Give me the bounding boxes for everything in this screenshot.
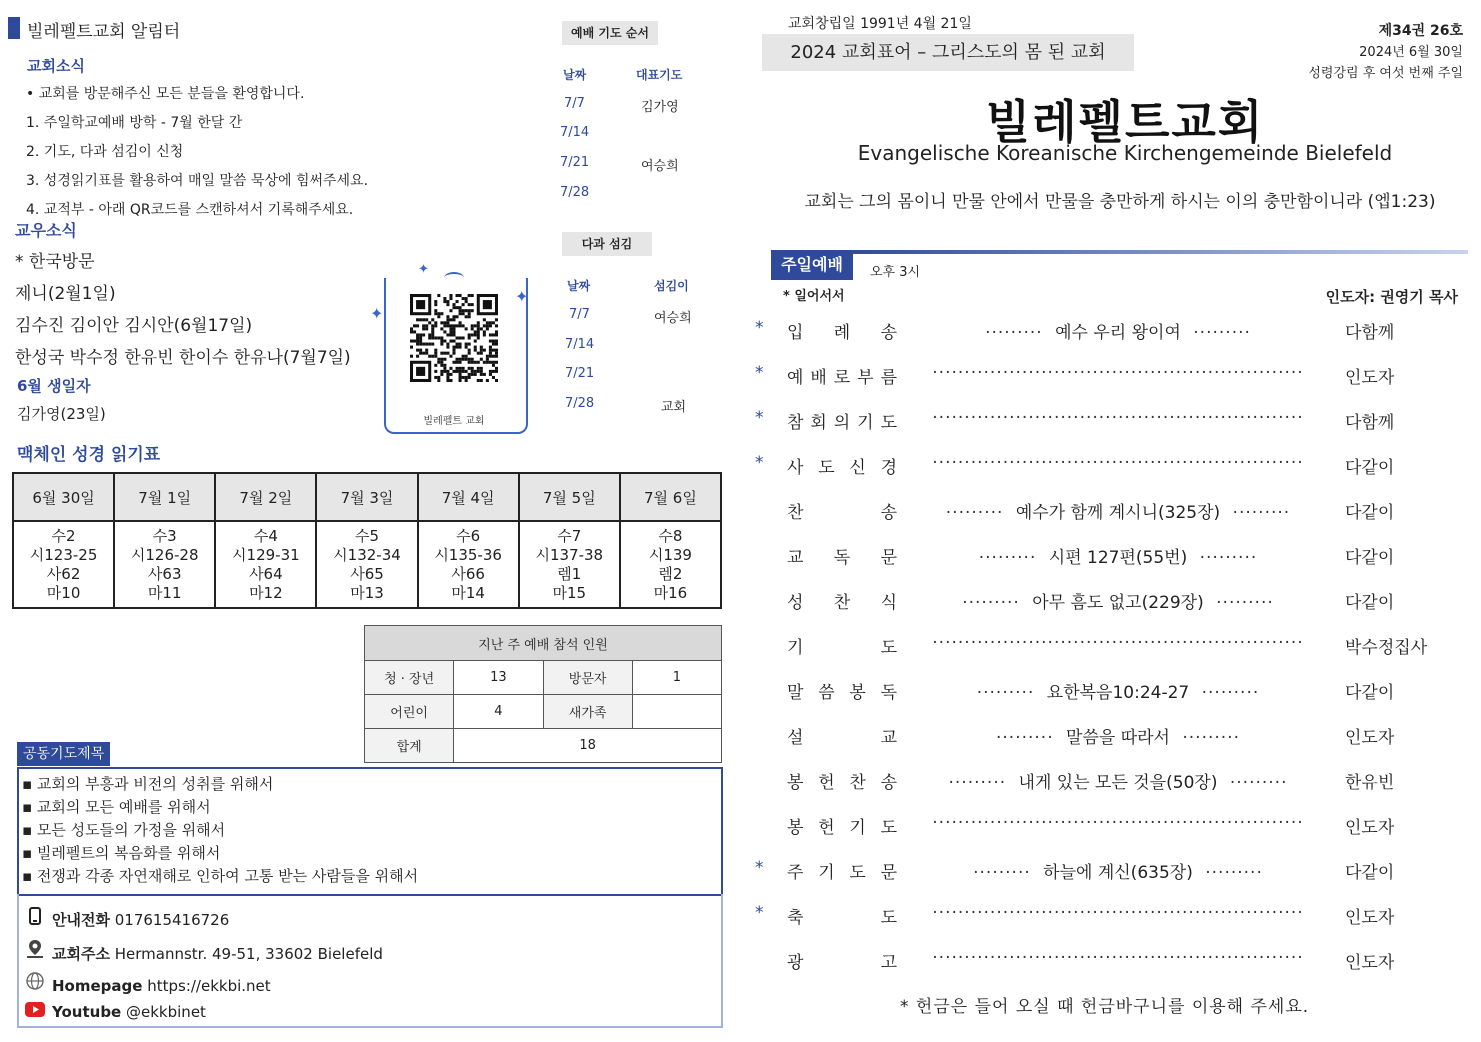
volume-number: 제34권 26호 (1378, 23, 1463, 39)
newfamily-label: 새가족 (543, 695, 632, 729)
total-label: 합계 (365, 729, 454, 763)
members-heading: 교우소식 (15, 221, 77, 240)
order-row (755, 408, 1455, 438)
order-item-detail: 하늘에 계신(635장) (1037, 863, 1199, 883)
church-name: 빌레펠트교회 (985, 95, 1265, 149)
service-time: 오후 3시 (870, 265, 921, 280)
sparkle-icon: ✦ (418, 262, 429, 277)
bible-plan-date: 7월 4일 (418, 473, 519, 521)
order-item-char: 송 (880, 773, 897, 793)
liturgical-day: 성령강림 후 여섯 번째 주일 (1308, 66, 1463, 81)
newfamily-count (632, 695, 721, 729)
order-item-char: 도 (880, 908, 897, 928)
youtube-icon (24, 1002, 46, 1021)
order-item-char: 독 (833, 548, 851, 568)
service-leader: 인도자: 권영기 목사 (1325, 288, 1458, 306)
order-item-char: 식 (880, 593, 897, 613)
visitor-count: 1 (632, 661, 721, 695)
order-item-char: 송 (880, 503, 897, 523)
reading: 시137-38 (535, 545, 604, 564)
members-line: 한성국 박수정 한유빈 한이수 한유나(7월7일) (15, 348, 351, 368)
order-item-performer: 인도자 (1345, 908, 1395, 928)
visitor-label: 방문자 (543, 661, 632, 695)
reading: 사62 (46, 564, 81, 583)
stand-marker: * (755, 408, 764, 428)
order-item-performer: 다함께 (1345, 323, 1395, 343)
order-item-char: 름 (880, 368, 897, 388)
order-row (755, 858, 1455, 888)
order-item-name (787, 678, 897, 703)
order-item-char: 헌 (818, 818, 835, 838)
order-item-char: 회 (810, 413, 827, 433)
phone-icon (24, 907, 46, 929)
order-leader-dots: ·························································· (932, 633, 1304, 653)
order-item-performer: 다같이 (1345, 863, 1395, 883)
order-item-char: 도 (849, 863, 866, 883)
bible-plan-cell (215, 521, 316, 608)
order-item-name (787, 498, 897, 523)
order-item-char: 교 (880, 728, 897, 748)
order-item-detail: 예수 우리 왕이여 (1049, 323, 1187, 343)
order-item-detail: 말씀을 따라서 (1060, 728, 1176, 748)
order-item-char: 교 (787, 548, 804, 568)
order-leader-dots: ·························································· (932, 408, 1304, 428)
order-leader-dots: ·························································· (932, 948, 1304, 968)
order-item-performer: 인도자 (1345, 818, 1395, 838)
reading: 사65 (350, 564, 384, 583)
youtube-row (24, 1002, 206, 1021)
members-line: * 한국방문 (15, 252, 95, 272)
order-item-char: 부 (857, 368, 874, 388)
order-item-char: 씀 (818, 683, 835, 703)
reading: 시135-36 (434, 545, 502, 564)
youth-count: 13 (454, 661, 543, 695)
reading: 시126-28 (130, 545, 199, 564)
bible-plan-cell (519, 521, 620, 608)
order-item-name (787, 453, 897, 478)
youtube-label: Youtube (52, 1003, 122, 1021)
order-row (755, 453, 1455, 483)
offering-note: * 헌금은 들어 오실 때 헌금바구니를 이용해 주세요. (900, 997, 1310, 1017)
order-item-performer: 한유빈 (1345, 773, 1395, 793)
prayer-topics-tab: 공동기도제목 (17, 742, 110, 766)
attendance-row (365, 729, 722, 763)
reading: 시132-34 (333, 545, 401, 564)
news-item: • 교회를 방문해주신 모든 분들을 환영합니다. (26, 86, 305, 102)
prayer-topic: ▪ 전쟁과 각종 자연재해로 인하여 고통 받는 사람들을 위해서 (22, 867, 419, 885)
order-leader-dots: ········· 예수 우리 왕이여 ········· (985, 323, 1251, 343)
total-count: 18 (454, 729, 722, 763)
birthday-value: 김가영(23일) (17, 405, 106, 423)
address-row (24, 939, 383, 964)
order-row (755, 813, 1455, 843)
order-item-performer: 다같이 (1345, 548, 1395, 568)
kids-label: 어린이 (365, 695, 454, 729)
bible-plan-date: 7월 5일 (519, 473, 620, 521)
stand-note: * 일어서서 (783, 289, 845, 304)
order-leader-dots: ········· 내게 있는 모든 것을(50장) ········· (948, 773, 1288, 793)
order-row (755, 543, 1455, 573)
news-heading: 교회소식 (27, 57, 85, 75)
bible-plan-date: 7월 2일 (215, 473, 316, 521)
order-item-char: 찬 (849, 773, 866, 793)
members-line: 제니(2월1일) (15, 284, 116, 304)
phone-row (24, 907, 229, 930)
prayer-topic: ▪ 빌레펠트의 복음화를 위해서 (22, 844, 221, 862)
service-tab: 주일예배 (771, 250, 853, 280)
order-item-detail: 예수가 함께 계시니(325장) (1010, 503, 1226, 523)
order-item-name (787, 948, 897, 973)
order-item-name (787, 543, 897, 568)
attendance-title: 지난 주 예배 참석 인원 (365, 626, 722, 661)
order-item-char: 의 (833, 413, 851, 433)
order-item-char: 설 (787, 728, 804, 748)
order-item-name (787, 588, 897, 613)
snack-title: 다과 섬김 (562, 232, 652, 256)
order-item-char: 기 (857, 413, 874, 433)
order-item-char: 찬 (833, 593, 851, 613)
order-item-char: 성 (787, 593, 804, 613)
order-item-performer: 박수정집사 (1345, 638, 1428, 658)
sparkle-icon: ✦ (370, 304, 384, 323)
attendance-row (365, 661, 722, 695)
reading: 마13 (350, 583, 384, 602)
order-item-name (787, 768, 897, 793)
birthday-heading: 6월 생일자 (17, 377, 91, 395)
reading: 사66 (451, 564, 485, 583)
youth-label: 청 · 장년 (365, 661, 454, 695)
homepage-row (24, 971, 271, 995)
order-item-char: 송 (880, 323, 897, 343)
news-item: 2. 기도, 다과 섬김이 신청 (26, 144, 184, 160)
reading: 수5 (354, 526, 380, 545)
order-item-performer: 다같이 (1345, 458, 1395, 478)
address-value: Hermannstr. 49-51, 33602 Bielefeld (114, 945, 383, 963)
order-item-performer: 인도자 (1345, 368, 1395, 388)
order-item-detail: 아무 흠도 없고(229장) (1026, 593, 1209, 613)
bible-plan-readings-row (13, 521, 721, 608)
snack-date: 7/28 (565, 396, 595, 411)
prayer-order-name: 김가영 (641, 100, 679, 115)
service-divider (848, 250, 1468, 254)
order-item-char: 봉 (849, 683, 866, 703)
order-row (755, 588, 1455, 618)
order-row (755, 633, 1455, 663)
prayer-topic: ▪ 교회의 부흥과 비전의 성취를 위해서 (22, 775, 274, 793)
reading: 마11 (147, 583, 182, 602)
order-item-name (787, 723, 897, 748)
reading: 수8 (658, 526, 683, 545)
order-item-char: 경 (880, 458, 897, 478)
news-item: 1. 주일학교예배 방학 - 7월 한달 간 (26, 115, 243, 131)
order-item-char: 기 (849, 818, 866, 838)
attendance-table (364, 625, 722, 763)
reading: 마10 (46, 583, 81, 602)
prayer-order-date: 7/28 (560, 185, 590, 200)
stand-marker: * (755, 858, 764, 878)
prayer-topic: ▪ 모든 성도들의 가정을 위해서 (22, 821, 226, 839)
sparkle-icon: ✦ (515, 287, 529, 306)
order-leader-dots: ········· 예수가 함께 계시니(325장) ········· (945, 503, 1291, 523)
reading: 마16 (653, 583, 688, 602)
order-item-performer: 다같이 (1345, 593, 1395, 613)
order-item-char: 주 (787, 863, 804, 883)
reading: 마12 (249, 583, 283, 602)
order-leader-dots: ········· 하늘에 계신(635장) ········· (973, 863, 1263, 883)
news-item: 4. 교적부 - 아래 QR코드를 스캔하셔서 기록해주세요. (26, 202, 354, 218)
order-item-char: 신 (849, 458, 866, 478)
order-leader-dots: ········· 말씀을 따라서 ········· (995, 728, 1241, 748)
reading: 마14 (451, 583, 485, 602)
qr-code[interactable] (410, 294, 498, 382)
reading: 렘1 (557, 564, 582, 583)
order-row (755, 903, 1455, 933)
title-marker (8, 17, 20, 39)
order-item-char: 기 (787, 638, 804, 658)
snack-date: 7/21 (565, 366, 595, 381)
prayer-order-name-header: 대표기도 (636, 68, 683, 82)
order-row (755, 723, 1455, 753)
order-item-char: 광 (787, 953, 804, 973)
order-item-char: 봉 (787, 773, 804, 793)
order-item-name (787, 813, 897, 838)
reading: 수4 (253, 526, 278, 545)
order-row (755, 363, 1455, 393)
prayer-order-date-header: 날짜 (563, 68, 587, 82)
reading: 시129-31 (232, 545, 300, 564)
bible-plan-cell (13, 521, 114, 608)
bible-plan-cell (114, 521, 215, 608)
order-item-char: 말 (787, 683, 804, 703)
snack-name: 교회 (661, 400, 687, 415)
prayer-order-name: 여승희 (641, 159, 679, 174)
order-item-char: 예 (787, 368, 804, 388)
theme-verse: 교회는 그의 몸이니 만물 안에서 만물을 충만하게 하시는 이의 충만함이니라 (엡1:23) (804, 192, 1436, 212)
order-item-char: 도 (880, 638, 897, 658)
order-item-char: 도 (880, 818, 897, 838)
stand-marker: * (755, 453, 764, 473)
members-list (15, 246, 351, 374)
order-item-char: 사 (787, 458, 804, 478)
order-item-performer: 인도자 (1345, 728, 1395, 748)
order-item-name (787, 858, 897, 883)
order-row (755, 498, 1455, 528)
globe-icon (24, 971, 46, 995)
bible-plan-date: 6월 30일 (13, 473, 114, 521)
order-item-performer: 다같이 (1345, 683, 1395, 703)
bible-plan-cell (620, 521, 721, 608)
order-item-detail: 내게 있는 모든 것을(50장) (1013, 773, 1224, 793)
reading: 사64 (249, 564, 283, 583)
order-leader-dots: ········· 시편 127편(55번) ········· (978, 548, 1258, 568)
order-item-name (787, 318, 897, 343)
prayer-order-date: 7/7 (564, 96, 585, 111)
news-item: 3. 성경읽기표를 활용하여 매일 말씀 묵상에 힘써주세요. (26, 173, 369, 189)
snack-date-header: 날짜 (567, 279, 591, 293)
stand-marker: * (755, 318, 764, 338)
snack-name: 여승희 (654, 311, 692, 326)
order-item-detail: 시편 127편(55번) (1043, 548, 1193, 568)
order-item-char: 문 (880, 863, 897, 883)
bible-plan-cell (316, 521, 417, 608)
bible-plan-date: 7월 3일 (316, 473, 417, 521)
order-item-performer: 다함께 (1345, 413, 1395, 433)
reading: 시123-25 (29, 545, 98, 564)
bible-plan-cell (418, 521, 519, 608)
order-item-char: 도 (818, 458, 835, 478)
order-item-char: 기 (818, 863, 835, 883)
order-item-char: 입 (787, 323, 804, 343)
homepage-label: Homepage (52, 977, 143, 995)
reading: 수6 (456, 526, 481, 545)
attendance-row (365, 695, 722, 729)
order-leader-dots: ·························································· (932, 363, 1304, 383)
order-item-char: 찬 (787, 503, 804, 523)
order-item-char: 헌 (818, 773, 835, 793)
members-line: 김수진 김이안 김시안(6월17일) (15, 316, 253, 336)
bulletin-title: 빌레펠트교회 알림터 (27, 22, 181, 42)
bible-plan-header-row (13, 473, 721, 521)
location-icon (24, 939, 46, 963)
reading: 시139 (648, 545, 692, 564)
prayer-order-title: 예배 기도 순서 (562, 21, 658, 45)
order-item-detail: 요한복음10:24-27 (1041, 683, 1195, 703)
homepage-link[interactable]: https://ekkbi.net (147, 977, 271, 995)
order-item-char: 축 (787, 908, 804, 928)
kids-count: 4 (454, 695, 543, 729)
reading: 사63 (147, 564, 182, 583)
youtube-handle[interactable]: @ekkbinet (126, 1003, 206, 1021)
order-item-performer: 다같이 (1345, 503, 1395, 523)
order-item-char: 배 (810, 368, 827, 388)
order-item-name (787, 363, 897, 388)
church-motto: 2024 교회표어 – 그리스도의 몸 된 교회 (762, 34, 1134, 71)
reading: 수2 (51, 526, 76, 545)
order-item-char: 봉 (787, 818, 804, 838)
snack-date: 7/7 (569, 307, 590, 322)
stand-marker: * (755, 903, 764, 923)
qr-arc (444, 272, 464, 284)
order-leader-dots: ········· 요한복음10:24-27 ········· (976, 683, 1260, 703)
order-item-name (787, 903, 897, 928)
issue-date: 2024년 6월 30일 (1359, 45, 1463, 60)
reading: 마15 (552, 583, 587, 602)
prayer-topic: ▪ 교회의 모든 예배를 위해서 (22, 798, 211, 816)
reading: 렘2 (658, 564, 683, 583)
bible-plan-table (12, 472, 722, 609)
order-item-char: 고 (880, 953, 897, 973)
address-label: 교회주소 (52, 945, 110, 963)
order-row (755, 768, 1455, 798)
phone-number[interactable]: 017615416726 (114, 911, 230, 929)
order-item-char: 도 (880, 413, 897, 433)
order-item-name (787, 633, 897, 658)
order-leader-dots: ·························································· (932, 453, 1304, 473)
bible-plan-date: 7월 1일 (114, 473, 215, 521)
reading: 수3 (152, 526, 177, 545)
bible-plan-heading: 맥체인 성경 읽기표 (17, 445, 161, 465)
snack-name-header: 섬김이 (654, 279, 689, 293)
stand-marker: * (755, 363, 764, 383)
order-row (755, 948, 1455, 978)
phone-label: 안내전화 (52, 911, 110, 929)
prayer-topics-list (22, 773, 418, 888)
prayer-order-date: 7/14 (560, 125, 590, 140)
order-item-name (787, 408, 897, 433)
order-item-char: 참 (787, 413, 804, 433)
order-leader-dots: ·························································· (932, 813, 1304, 833)
order-row (755, 678, 1455, 708)
order-item-char: 로 (833, 368, 851, 388)
order-leader-dots: ·························································· (932, 903, 1304, 923)
news-list (26, 80, 546, 225)
order-row (755, 318, 1455, 348)
order-item-char: 문 (880, 548, 897, 568)
church-name-german: Evangelische Koreanische Kirchengemeinde Bielefeld (857, 141, 1393, 165)
snack-date: 7/14 (565, 337, 595, 352)
reading: 수7 (557, 526, 582, 545)
order-leader-dots: ········· 아무 흠도 없고(229장) ········· (962, 593, 1274, 613)
order-item-char: 례 (833, 323, 851, 343)
order-item-char: 독 (880, 683, 897, 703)
attendance-title-row (365, 626, 722, 661)
founded-date: 교회창립일 1991년 4월 21일 (788, 16, 972, 32)
bible-plan-date: 7월 6일 (620, 473, 721, 521)
prayer-order-date: 7/21 (560, 155, 590, 170)
qr-caption: 빌레펠트 교회 (423, 416, 485, 427)
order-item-performer: 인도자 (1345, 953, 1395, 973)
